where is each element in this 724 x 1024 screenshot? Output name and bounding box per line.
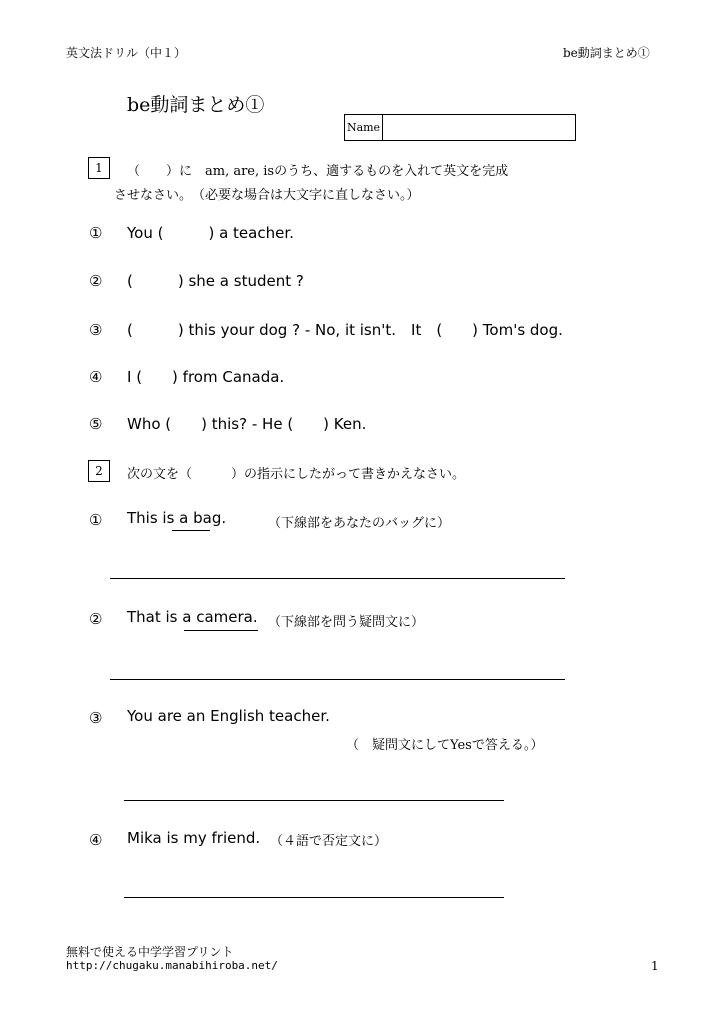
s2-q1-number: ① [89, 511, 103, 529]
s2-q3-hint: （ 疑問文にしてYesで答える。） [346, 738, 544, 753]
s1-q5-text: Who ( ) this? - He ( ) Ken. [127, 415, 367, 433]
s2-q3-answer-line[interactable] [124, 800, 504, 801]
s1-q2-text: ( ) she a student ? [127, 272, 304, 290]
s2-q4-hint: （４語で否定文に） [270, 834, 388, 849]
s2-q1-text: This is a bag. [127, 509, 227, 527]
footer-site-name: 無料で使える中学学習プリント [66, 945, 234, 959]
s1-q4-number: ④ [89, 368, 103, 386]
section-1-instruction-line2: させなさい。 （必要な場合は大文字に直しなさい。） [114, 188, 420, 203]
s2-q1-hint: （下線部をあなたのバッグに） [268, 516, 451, 531]
s1-q1-number: ① [89, 224, 103, 242]
s2-q3-text: You are an English teacher. [127, 707, 330, 725]
s1-q3-number: ③ [89, 321, 103, 339]
s2-q4-answer-line[interactable] [124, 897, 504, 898]
s2-q2-number: ② [89, 610, 103, 628]
s1-q1-text: You ( ) a teacher. [127, 224, 294, 242]
footer-site-url[interactable]: http://chugaku.manabihiroba.net/ [66, 959, 278, 972]
section-1-instruction-line1: （ ）に am, are, isのうち、適するものを入れて英文を完成 [127, 164, 509, 179]
s2-q1-answer-line[interactable] [110, 578, 565, 579]
s2-q3-number: ③ [89, 709, 103, 727]
page-number: 1 [651, 959, 659, 973]
header-left-title: 英文法ドリル（中１） [66, 46, 187, 60]
s1-q5-number: ⑤ [89, 415, 103, 433]
s2-q1-underline [172, 530, 210, 531]
s2-q2-underline [184, 630, 258, 631]
name-label: Name [345, 115, 383, 140]
s2-q2-text: That is a camera. [127, 608, 258, 626]
section-1-number: 1 [88, 157, 110, 179]
s2-q2-answer-line[interactable] [110, 679, 565, 680]
page-title: be動詞まとめ① [127, 94, 265, 116]
header-right-title: be動詞まとめ① [563, 46, 650, 60]
name-field[interactable] [344, 114, 576, 141]
s2-q4-text: Mika is my friend. [127, 829, 261, 847]
section-2-instruction: 次の文を（ ）の指示にしたがって書きかえなさい。 [127, 467, 466, 482]
s1-q4-text: I ( ) from Canada. [127, 368, 285, 386]
s2-q2-hint: （下線部を問う疑問文に） [268, 615, 425, 630]
s2-q4-number: ④ [89, 831, 103, 849]
section-2-number: 2 [88, 460, 110, 482]
s1-q3-text: ( ) this your dog ? - No, it isn't. It ( ) Tom's dog. [127, 321, 563, 339]
s1-q2-number: ② [89, 272, 103, 290]
